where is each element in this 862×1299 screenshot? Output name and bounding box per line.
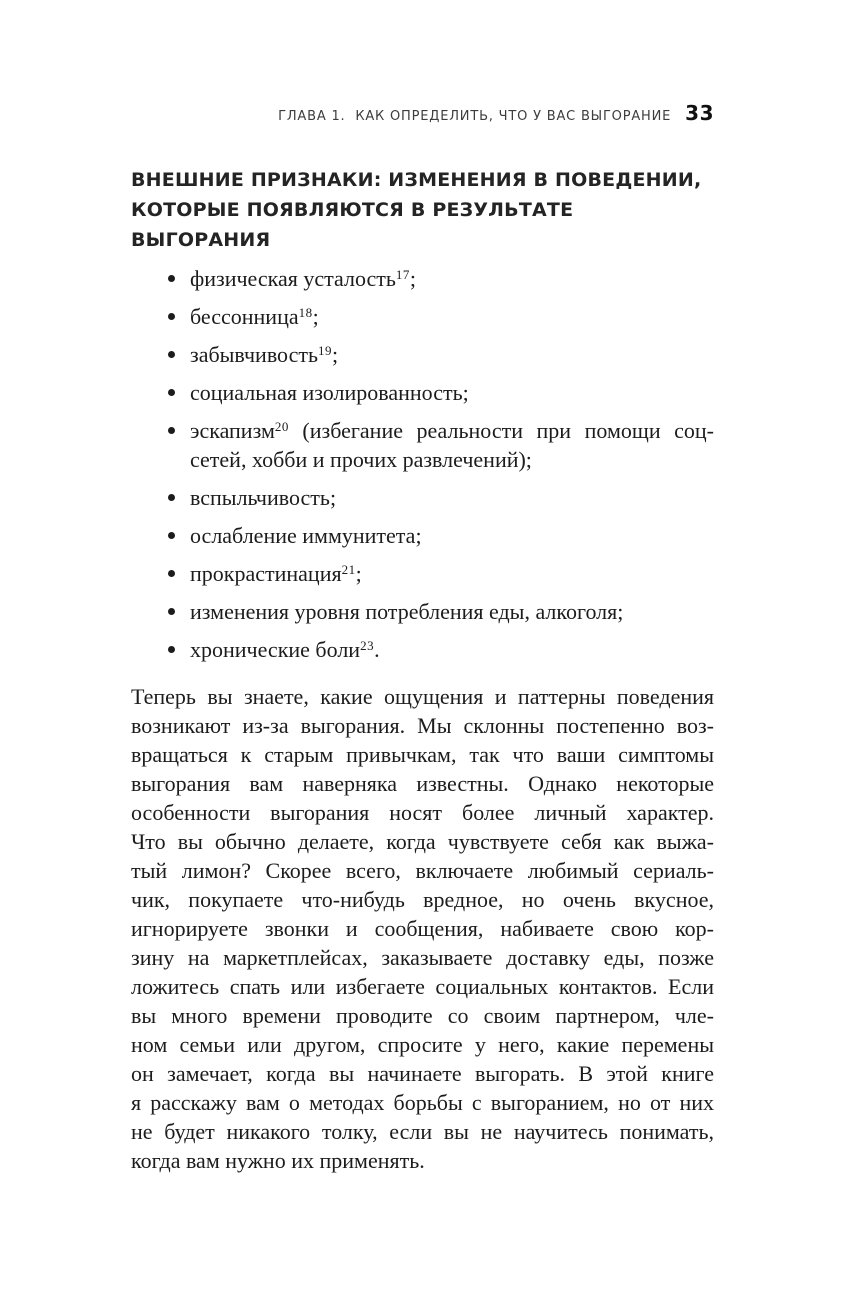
list-item-text: хронические боли (190, 637, 361, 662)
bullet-icon (168, 313, 175, 320)
paragraph-line: игнорируете звонки и сообщения, набиваете свою кор- (131, 916, 714, 941)
list-item (131, 635, 714, 664)
bullet-icon (168, 389, 175, 396)
paragraph-line: вращаться к старым привычкам, так что ваши симптомы (131, 742, 714, 767)
paragraph-line: он замечает, когда вы начинаете выгорать. В этой книге (131, 1061, 714, 1086)
paragraph-line: вы много времени проводите со своим партнером, чле- (131, 1003, 714, 1028)
list-item-text: социальная изолированность; (190, 380, 469, 405)
list-item-tail: (избегание реальности при помощи соцсетей, хобби и прочих развлечений); (190, 418, 714, 472)
paragraph-line: зину на маркетплейсах, заказываете доставку еды, позже (131, 945, 714, 970)
symptom-list (131, 264, 714, 664)
section-heading-line-2: КОТОРЫЕ ПОЯВЛЯЮТСЯ В РЕЗУЛЬТАТЕ ВЫГОРАНИЯ (131, 199, 574, 251)
list-item-text: изменения уровня потребления еды, алкоголя; (190, 599, 624, 624)
list-item-text: забывчивость (190, 342, 319, 367)
list-item (131, 521, 714, 550)
paragraph-line: ном семьи или другом, спросите у него, какие перемены (131, 1032, 714, 1057)
list-item-text: вспыльчивость; (190, 485, 337, 510)
footnote-ref: 20 (274, 419, 289, 434)
section-heading (131, 165, 714, 255)
list-item (131, 302, 714, 331)
running-head-title: ГЛАВА 1. КАК ОПРЕДЕЛИТЬ, ЧТО У ВАС ВЫГОРАНИЕ (278, 109, 672, 124)
paragraph-line: чик, покупаете что-нибудь вредное, но очень вкусное, (131, 887, 714, 912)
list-item-text: физическая усталость (190, 266, 396, 291)
bullet-icon (168, 275, 175, 282)
paragraph-line: ложитесь спать или избегаете социальных контактов. Если (131, 974, 714, 999)
list-item-text: ослабление иммунитета; (190, 523, 422, 548)
paragraph-line: когда вам нужно их применять. (131, 1148, 425, 1173)
list-item-tail: ; (409, 266, 417, 291)
paragraph-line: я расскажу вам о методах борьбы с выгоранием, но от них (131, 1090, 714, 1115)
paragraph-line: Теперь вы знаете, какие ощущения и паттерны поведения (131, 684, 714, 709)
paragraph-line: возникают из-за выгорания. Мы склонны постепенно воз- (131, 713, 714, 738)
bullet-icon (168, 494, 175, 501)
footnote-ref: 17 (395, 267, 410, 282)
page-number: 33 (685, 101, 714, 125)
list-item-text: бессонница (190, 304, 299, 329)
paragraph-line: Что вы обычно делаете, когда чувствуете себя как выжа- (131, 829, 714, 854)
list-item (131, 378, 714, 407)
paragraph-line: выгорания вам наверняка известны. Однако некоторые (131, 771, 714, 796)
page-header (131, 101, 714, 125)
list-item-tail: ; (355, 561, 362, 586)
list-item (131, 264, 714, 293)
list-item (131, 597, 714, 626)
paragraph-line: особенности выгорания носят более личный характер. (131, 800, 714, 825)
bullet-icon (168, 351, 175, 358)
list-item-text: прокрастинация (190, 561, 342, 586)
list-item-tail: ; (332, 342, 339, 367)
footnote-ref: 19 (318, 343, 333, 358)
footnote-ref: 21 (341, 562, 356, 577)
list-item-text: эскапизм (190, 418, 275, 443)
bullet-icon (168, 532, 175, 539)
footnote-ref: 23 (360, 638, 375, 653)
bullet-icon (168, 427, 175, 434)
list-item (131, 340, 714, 369)
list-item-tail: ; (312, 304, 319, 329)
list-item (131, 559, 714, 588)
paragraph-line: тый лимон? Скорее всего, включаете любимый сериаль- (131, 858, 714, 883)
footnote-ref: 18 (298, 305, 313, 320)
list-item (131, 483, 714, 512)
bullet-icon (168, 570, 175, 577)
bullet-icon (168, 608, 175, 615)
section-heading-line-1: ВНЕШНИЕ ПРИЗНАКИ: ИЗМЕНЕНИЯ В ПОВЕДЕНИИ, (131, 169, 702, 191)
paragraph-line: не будет никакого толку, если вы не научитесь понимать, (131, 1119, 714, 1144)
list-item (131, 416, 714, 474)
bullet-icon (168, 646, 175, 653)
list-item-tail: . (374, 637, 380, 662)
body-paragraph (131, 682, 714, 1175)
